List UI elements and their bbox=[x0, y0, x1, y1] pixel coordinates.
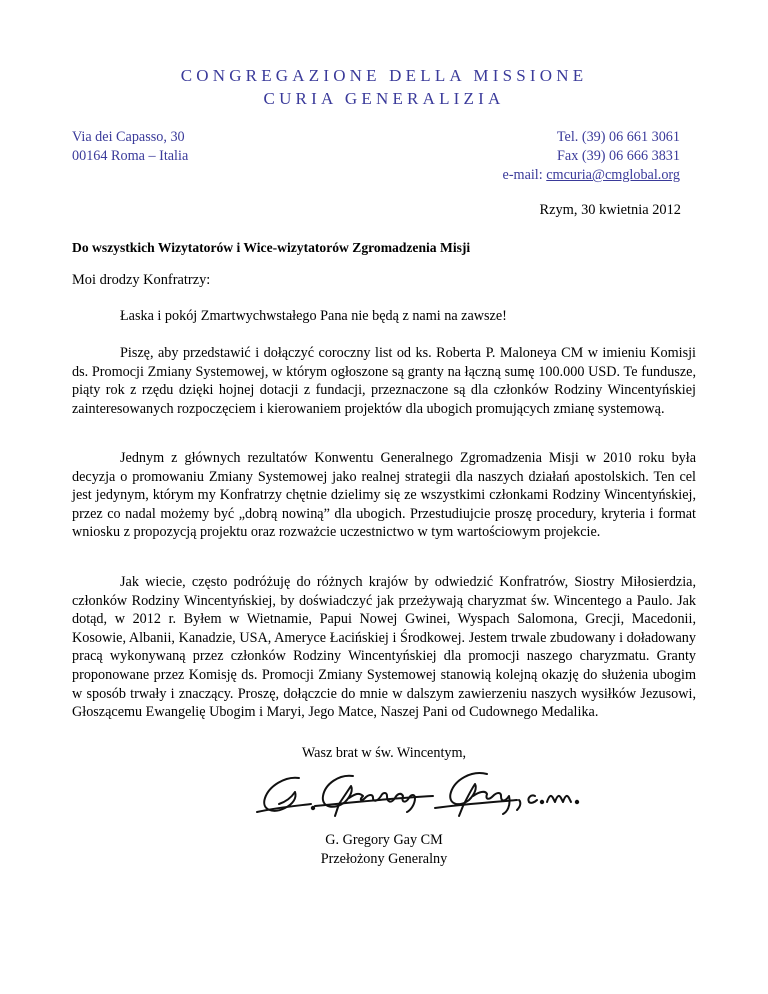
signer-title: Przełożony Generalny bbox=[320, 850, 448, 867]
paragraph-travels: Jak wiecie, często podróżuję do różnych krajów by odwiedzić Konfratrów, Siostry Miłosierdzia, członków Rodziny Wincentyńskiej, by doświadczyć jak przeżywają charyzmat św. Wincentego a Paulo. Jak dotąd, w 2012 r. Byłem w Wietnamie, Papui Nowej Gwinei, Wyspach Salomona, Grecji, Macedonii, Kosowie, Albanii, Kanadzie, USA, Ameryce Łacińskiej i Środkowej. Jestem trwale zbudowany i doładowany pracą wykonywaną przez członków Rodziny Wincentyńskiej dla promocji naszego charyzmatu. Granty proponowane przez Komisję ds. Promocji Zmiany Systemowej stanowią kolejną okazję do służenia ubogim w sposób trwały i znaczący. Proszę, dołączcie do mnie w dalszym zawierzeniu naszych wysiłków Jezusowi, Głoszącemu Ewangelię Ubogim i Maryi, Jego Matce, Naszej Pani od Cudownego Medalika. bbox=[72, 574, 696, 721]
paragraph-blessing: Łaska i pokój Zmartwychwstałego Pana nie będą z nami na zawsze! bbox=[120, 308, 507, 324]
postal-address bbox=[72, 128, 188, 166]
address-city: 00164 Roma – Italia bbox=[72, 148, 189, 164]
contact-email-line bbox=[503, 166, 680, 185]
recipient-heading: Do wszystkich Wizytatorów i Wice-wizytatorów Zgromadzenia Misji bbox=[72, 240, 471, 255]
greeting: Moi drodzy Konfratrzy: bbox=[72, 272, 211, 288]
letter-date: Rzym, 30 kwietnia 2012 bbox=[539, 202, 681, 218]
address-street: Via dei Capasso, 30 bbox=[72, 129, 185, 145]
email-label: e-mail: bbox=[502, 167, 547, 183]
contact-info bbox=[503, 128, 680, 185]
contact-tel: Tel. (39) 06 661 3061 bbox=[556, 129, 680, 145]
paragraph-systemic-change: Jednym z głównych rezultatów Konwentu Generalnego Zgromadzenia Misji w 2010 roku była decyzja o promowaniu Zmiany Systemowej jako realnej strategii dla naszych działań apostolskich. Ten cel jest jedynym, którym my Konfratrzy chętnie dzielimy się ze wszystkimi członkami Rodziny Wincentyńskiej, przez co nadal możemy być „dobrą nowiną” dla ubogich. Przestudiujcie proszę procedury, kryteria i format wniosku z propozycją projektu oraz rozważcie uczestnictwo w tym wartościowym projekcie. bbox=[72, 450, 696, 541]
signer-name: G. Gregory Gay CM bbox=[325, 832, 443, 848]
letterhead-line-2: CURIA GENERALIZIA bbox=[263, 89, 505, 108]
paragraph-grants: Piszę, aby przedstawić i dołączyć coroczny list od ks. Roberta P. Maloneya CM w imieniu Komisji ds. Promocji Zmiany Systemowej, w którym ogłoszone są granty na łączną sumę 100.000 USD. Te fundusze, piąty rok z rzędu dzięki hojnej dotacji z fundacji, przeznaczone są dla członków Rodziny Wincentyńskiej zainteresowanych rozpoczęciem i kierowaniem projektów dla ubogich promujących zmianę systemową. bbox=[72, 345, 696, 417]
signer-block bbox=[0, 831, 768, 868]
closing-line: Wasz brat w św. Wincentym, bbox=[301, 745, 467, 761]
contact-fax: Fax (39) 06 666 3831 bbox=[557, 148, 680, 164]
letterhead-line-1: CONGREGAZIONE DELLA MISSIONE bbox=[180, 66, 588, 85]
handwritten-signature bbox=[255, 768, 585, 820]
email-link[interactable]: cmcuria@cmglobal.org bbox=[546, 167, 680, 183]
